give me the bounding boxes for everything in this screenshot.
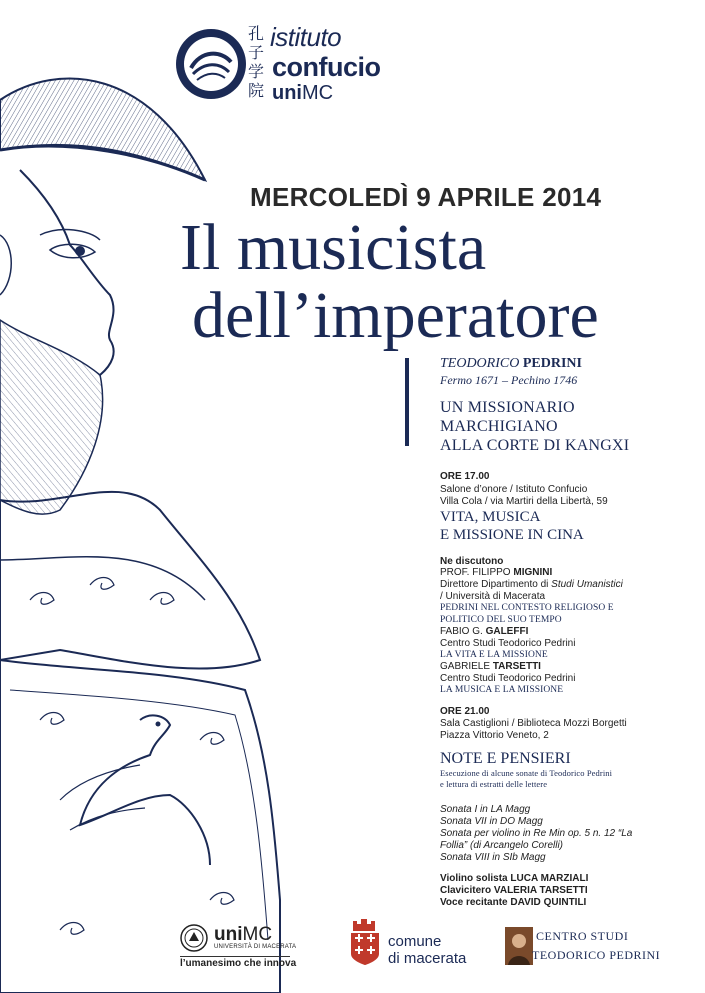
unimc-rule [180, 956, 290, 957]
speaker1-role-2: / Università di Macerata [440, 591, 546, 602]
title-line-2: dell’imperatore [192, 279, 599, 352]
performer-2: Clavicitero VALERIA TARSETTI [440, 885, 588, 896]
session2-place-2: Piazza Vittorio Veneto, 2 [440, 730, 549, 741]
centro-studi-line-2: TEODORICO PEDRINI [532, 948, 661, 962]
session2-desc-2: e lettura di estratti delle lettere [440, 779, 548, 789]
session1-title-1: VITA, MUSICA [440, 509, 541, 525]
talk1-title-2: POLITICO DEL SUO TEMPO [440, 615, 562, 625]
unimc-logo-text: uniMC [214, 924, 273, 945]
session1-time: ORE 17.00 [440, 471, 490, 482]
unimc-subtitle: UNIVERSITÀ DI MACERATA [214, 944, 297, 950]
pedrini-portrait-icon [505, 927, 533, 965]
vertical-divider [405, 358, 409, 446]
event-date: MERCOLEDÌ 9 APRILE 2014 [250, 182, 602, 212]
centro-studi-line-1: CENTRO STUDI [536, 929, 629, 943]
unimc-slogan: l’umanesimo che innova [180, 958, 297, 969]
speaker2-role: Centro Studi Teodorico Pedrini [440, 638, 576, 649]
comune-line-1: comune [388, 933, 442, 950]
speaker3-name: GABRIELE TARSETTI [440, 661, 541, 672]
program-item: Sonata I in LA Magg [440, 804, 531, 815]
program-item: Follia” (di Arcangelo Corelli) [440, 840, 564, 851]
program-item: Sonata VII in DO Magg [440, 816, 543, 827]
crown-icon [351, 918, 377, 932]
unimc-seal-icon [180, 924, 208, 952]
talk2-title: LA VITA E LA MISSIONE [440, 650, 548, 660]
macerata-shield-icon [350, 932, 380, 966]
logo-line-unimc: uniMC [272, 82, 334, 104]
session1-place-2: Villa Cola / via Martiri della Libertà, 59 [440, 496, 608, 507]
subject-dates: Fermo 1671 – Pechino 1746 [440, 373, 578, 387]
performer-3: Voce recitante DAVID QUINTILI [440, 897, 587, 908]
istituto-confucio-seal-icon [175, 28, 247, 100]
logo-line-confucio: confucio [272, 52, 381, 82]
chinese-name: 孔子学院 [248, 24, 265, 100]
speaker1-role-1: Direttore Dipartimento di Studi Umanistici [440, 579, 623, 590]
session2-desc-1: Esecuzione di alcune sonate di Teodorico Pedrini [440, 768, 613, 778]
session2-time: ORE 21.00 [440, 706, 490, 717]
performer-1: Violino solista LUCA MARZIALI [440, 873, 589, 884]
speaker1-name: PROF. FILIPPO MIGNINI [440, 567, 553, 578]
session1-intro: Ne discutono [440, 556, 504, 567]
session1-place-1: Salone d’onore / Istituto Confucio [440, 484, 588, 495]
comune-line-2: di macerata [388, 950, 467, 967]
subject-subtitle: UN MISSIONARIO MARCHIGIANO ALLA CORTE DI KANGXI [440, 399, 630, 454]
program-item: Sonata per violino in Re Min op. 5 n. 12 “La [440, 828, 633, 839]
session2-title: NOTE E PENSIERI [440, 750, 571, 767]
logo-line-istituto: istituto [270, 22, 342, 52]
speaker3-role: Centro Studi Teodorico Pedrini [440, 673, 576, 684]
title-line-1: Il musicista [180, 211, 487, 284]
talk3-title: LA MUSICA E LA MISSIONE [440, 685, 564, 695]
speaker2-name: FABIO G. GALEFFI [440, 626, 529, 637]
subject-name: TEODORICO PEDRINI [440, 356, 582, 371]
program-item: Sonata VIII in SIb Magg [440, 852, 546, 863]
talk1-title-1: PEDRINI NEL CONTESTO RELIGIOSO E [440, 603, 614, 613]
session1-title-2: E MISSIONE IN CINA [440, 527, 584, 543]
session2-place-1: Sala Castiglioni / Biblioteca Mozzi Borgetti [440, 718, 627, 729]
